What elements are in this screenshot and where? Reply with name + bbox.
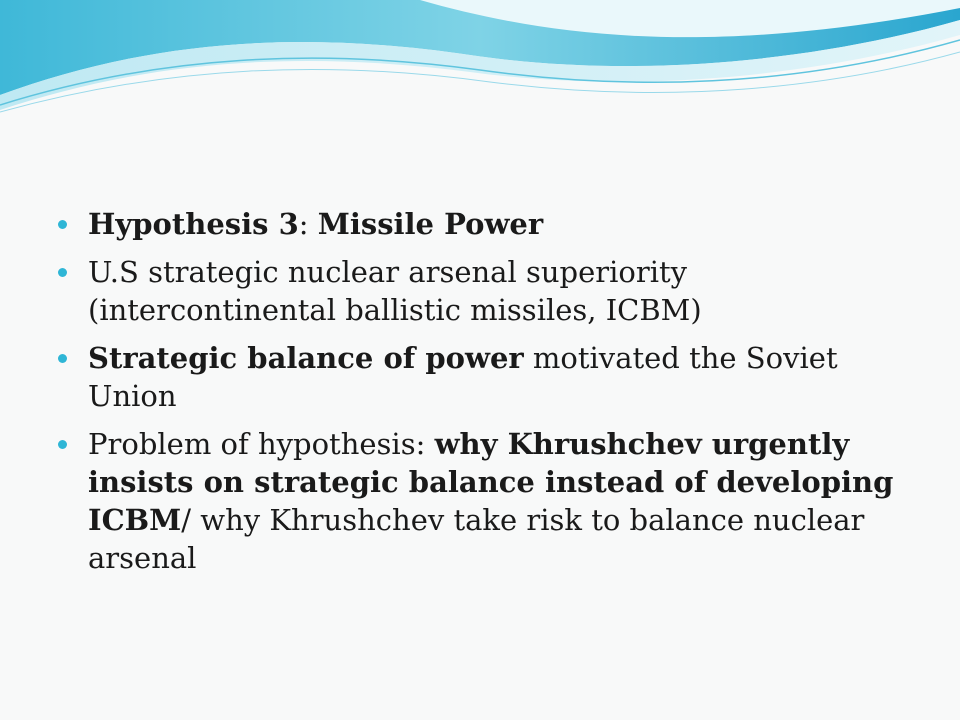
bullet-dot-icon (58, 440, 67, 449)
bullet-text: : (298, 207, 318, 241)
bullet-text-bold: why Khrushchev urgently insists on strategic balance instead of developing ICBM (88, 427, 894, 537)
bullet-text: U.S strategic nuclear arsenal superiority (intercontinental ballistic missiles, ICBM) (88, 255, 702, 327)
bullet-text: / why Khrushchev take risk to balance nuclear arsenal (88, 503, 865, 575)
bullet-text-bold: Missile Power (317, 207, 544, 241)
bullet-item (58, 205, 908, 243)
slide-body (58, 205, 908, 587)
bullet-text-bold: Hypothesis 3 (88, 207, 299, 241)
bullet-dot-icon (58, 354, 67, 363)
bullet-text-bold: Strategic balance of power (88, 341, 524, 375)
bullet-item (58, 425, 908, 577)
bullet-item (58, 253, 908, 329)
header-wave-decoration (0, 0, 960, 130)
bullet-dot-icon (58, 268, 67, 277)
bullet-list (58, 205, 908, 577)
bullet-text: motivated the Soviet Union (88, 341, 838, 413)
bullet-dot-icon (58, 220, 67, 229)
bullet-item (58, 339, 908, 415)
bullet-text: Problem of hypothesis: (88, 427, 435, 461)
